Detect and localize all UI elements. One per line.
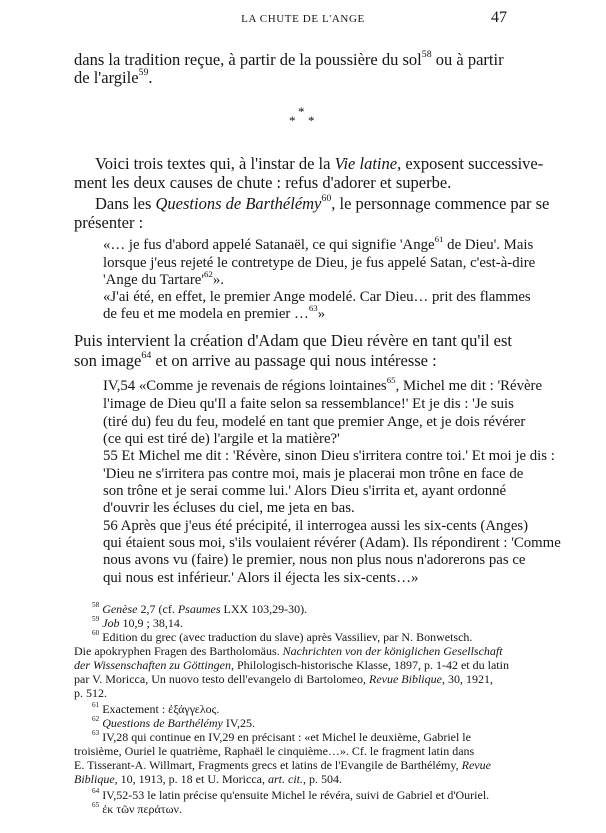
footnote-60: $^{60}$ Edition du grec (avec traduction du slave) après Vassiliev, par N. Bonwetsch. (92, 628, 473, 644)
footnote-64: $^{64}$ IV,52-53 le latin précise qu'ensuite Michel le révéra, suivi de Gabriel et d'Ouriel. (92, 786, 490, 802)
quote-line: d'ouvrir les écluses du ciel, me jeta en bas. (103, 500, 355, 516)
footnote-ref: 59 (138, 67, 149, 79)
asterisk: * (289, 113, 296, 128)
footnote-line: par V. Moricca, Un nuovo testo dell'evangelo di Bartolomeo, Revue Biblique, 30, 1921, (74, 672, 493, 686)
asterisk: * (298, 104, 305, 119)
footnote-59: $^{59}$ Job 10,9 ; 38,14. (92, 614, 183, 630)
footnote-65: $^{65}$ ἐκ τῶν περάτων. (92, 800, 182, 816)
quote-line: qui nous est inférieur.' Alors il éjecta les six-cents…» (103, 570, 419, 586)
footnote-63: $^{63}$ IV,28 qui continue en IV,29 en précisant : «et Michel le deuxième, Gabriel le (92, 728, 471, 744)
body-line: son image$^{64}$ et on arrive au passage qui nous intéresse : (74, 350, 437, 370)
body-line: Dans les Questions de Barthélémy$^{60}$, le personnage commence par se (95, 193, 550, 213)
footnote-ref: 64 (141, 350, 152, 362)
footnote-62: $^{62}$ Questions de Barthélémy IV,25. (92, 714, 255, 730)
footnote-line: der Wissenschaften zu Göttingen, Philologisch-historische Klasse, 1897, p. 1-42 et du latin (74, 658, 509, 672)
body-line: dans la tradition reçue, à partir de la poussière du sol$^{58}$ ou à partir (74, 49, 504, 69)
footnote-61: $^{61}$ Exactement : ἐξάγγελος. (92, 700, 220, 716)
running-head: LA CHUTE DE L'ANGE (241, 13, 365, 25)
footnote-58: $^{58}$ Genèse 2,7 (cf. Psaumes LXX 103,29-30). (92, 600, 308, 616)
quote-line: de feu et me modela en premier …$^{63}$» (103, 302, 326, 322)
footnote-ref: 60 (321, 193, 332, 205)
body-line: Voici trois textes qui, à l'instar de la Vie latine, exposent successive- (95, 154, 544, 173)
body-line: présenter : (74, 213, 144, 232)
footnote-ref: 58 (421, 49, 432, 61)
section-separator (289, 104, 319, 128)
quote-line: lorsque j'eus rejeté le contretype de Dieu, je fus appelé Satan, c'est-à-dire (103, 255, 536, 271)
quote-line: 'Ange du $Tartare'^{62}$». (103, 268, 224, 288)
body-line: ment les deux causes de chute : refus d'adorer et superbe. (74, 173, 452, 192)
quote-line: nous avons vu (faire) le premier, nous non plus nous n'adorerons pas ce (103, 552, 526, 568)
quote-line: qui étaient sous moi, s'ils voulaient révérer (Adam). Ils répondirent : 'Comme (103, 535, 561, 551)
body-line: de l'argile$^{59}$. (74, 67, 153, 87)
footnote-ref: 61 (434, 233, 444, 244)
quote-line: «… je fus d'abord appelé Satanaël, ce qui signifie 'Ange$^{61}$ de Dieu'. Mais (103, 233, 534, 253)
footnote-line: E. Tisserant-A. Willmart, Fragments grecs et latins de l'Evangile de Barthélémy, Revue (74, 758, 491, 772)
quote-line: son trône et je serai comme lui.' Alors Dieu s'irrita et, ayant ordonné (103, 483, 507, 499)
quote-line: 'Dieu ne s'irritera pas contre moi, mais je placerai mon trône en face de (103, 466, 524, 482)
footnote-line: troisième, Ouriel le quatrième, Raphaël le cinquième…». Cf. le fragment latin dans (74, 744, 475, 758)
footnote-line: p. 512. (74, 686, 107, 700)
asterisk: * (308, 113, 315, 128)
quote-line: (ce qui est tiré de) l'argile et la matière?' (103, 431, 340, 447)
footnote-ref: 62 (203, 268, 213, 279)
footnote-ref: 63 (308, 302, 318, 313)
quote-line: (tiré du) feu du feu, modelé en tant que premier Ange, et je dois révérer (103, 414, 526, 430)
quote-line: l'image de Dieu qu'Il a faite selon sa ressemblance!' Et je dis : 'Je suis (103, 396, 514, 412)
footnote-ref: 65 (386, 374, 396, 385)
quote-line: 56 Après que j'eus été précipité, il interrogea aussi les six-cents (Anges) (103, 518, 529, 534)
footnote-line: Die apokryphen Fragen des Bartholomäus. Nachrichten von der königlichen Gesellschaft (74, 644, 503, 658)
quote-line: «J'ai été, en effet, le premier Ange modelé. Car Dieu… prit des flammes (103, 289, 531, 305)
footnote-line: Biblique, 10, 1913, p. 18 et U. Moricca, art. cit., p. 504. (74, 772, 342, 786)
body-line: Puis intervient la création d'Adam que Dieu révère en tant qu'il est (74, 331, 513, 350)
page-number: 47 (491, 9, 507, 26)
quote-line: IV,54 «Comme je revenais de régions lointaines$^{65}$, Michel me dit : 'Révère (103, 374, 543, 394)
quote-line: 55 Et Michel me dit : 'Révère, sinon Dieu s'irritera contre toi.' Et moi je dis : (103, 448, 555, 464)
